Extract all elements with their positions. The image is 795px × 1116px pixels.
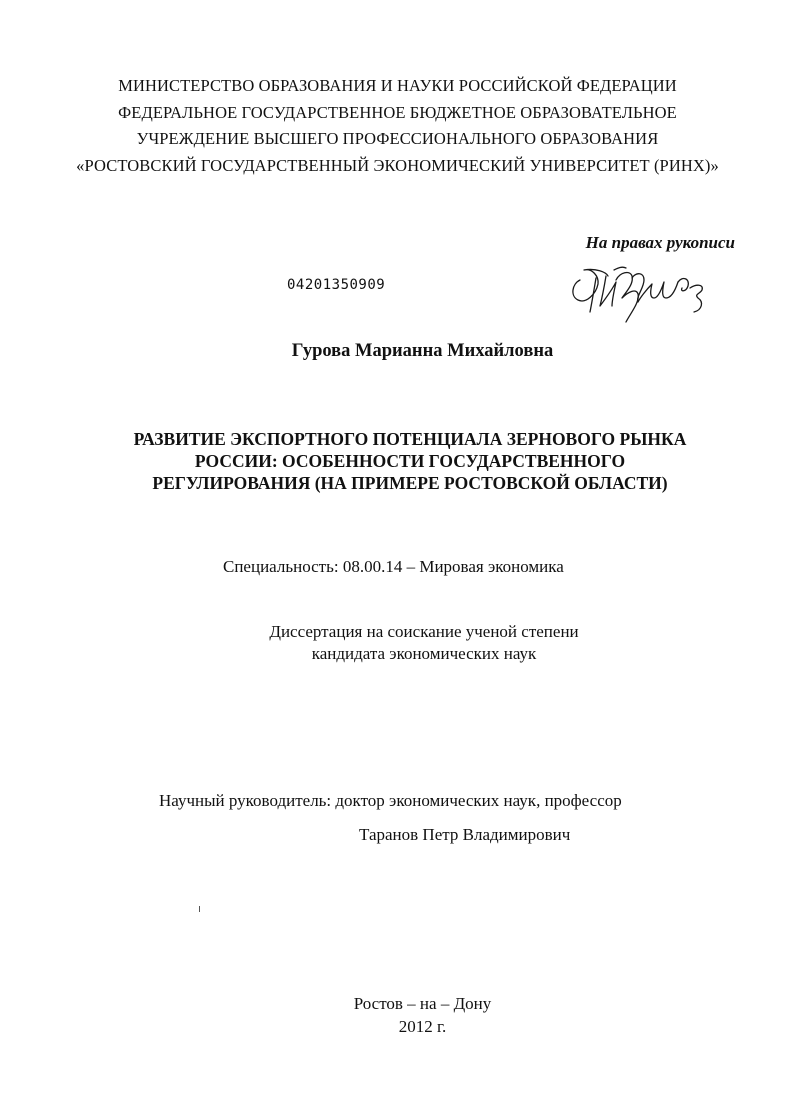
header-line-institution: УЧРЕЖДЕНИЕ ВЫСШЕГО ПРОФЕССИОНАЛЬНОГО ОБРАЗОВАНИЯ [136, 129, 659, 148]
title-line-3: РЕГУЛИРОВАНИЯ (НА ПРИМЕРЕ РОСТОВСКОЙ ОБЛАСТИ) [152, 473, 668, 493]
advisor-name: Таранов Петр Владимирович [359, 825, 571, 844]
scan-speck [199, 906, 200, 912]
dissertation-title [0, 428, 795, 494]
manuscript-label: На правах рукописи [585, 233, 735, 252]
degree-line-2: кандидата экономических наук [311, 644, 537, 663]
header-line-federal: ФЕДЕРАЛЬНОЕ ГОСУДАРСТВЕННОЕ БЮДЖЕТНОЕ ОБРАЗОВАТЕЛЬНОЕ [118, 102, 677, 122]
institution-header [0, 73, 795, 179]
title-line-1: РАЗВИТИЕ ЭКСПОРТНОГО ПОТЕНЦИАЛА ЗЕРНОВОГО РЫНКА [133, 429, 687, 449]
specialty: Специальность: 08.00.14 – Мировая экономика [223, 557, 564, 576]
title-line-2: РОССИИ: ОСОБЕННОСТИ ГОСУДАРСТВЕННОГО [194, 451, 626, 471]
footer [0, 992, 795, 1038]
catalog-number: 04201350909 [287, 277, 386, 293]
footer-city: Ростов – на – Дону [353, 994, 492, 1013]
author-name: Гурова Марианна Михайловна [291, 341, 554, 361]
degree-line-1: Диссертация на соискание ученой степени [269, 622, 579, 641]
header-line-university: «РОСТОВСКИЙ ГОСУДАРСТВЕННЫЙ ЭКОНОМИЧЕСКИЙ УНИВЕРСИТЕТ (РИНХ)» [76, 155, 719, 175]
handwritten-signature [566, 258, 716, 326]
advisor-label: Научный руководитель: доктор экономических наук, профессор [159, 791, 622, 810]
degree-statement [0, 621, 795, 665]
header-line-ministry: МИНИСТЕРСТВО ОБРАЗОВАНИЯ И НАУКИ РОССИЙСКОЙ ФЕДЕРАЦИИ [118, 76, 677, 95]
footer-year: 2012 г. [398, 1017, 447, 1036]
